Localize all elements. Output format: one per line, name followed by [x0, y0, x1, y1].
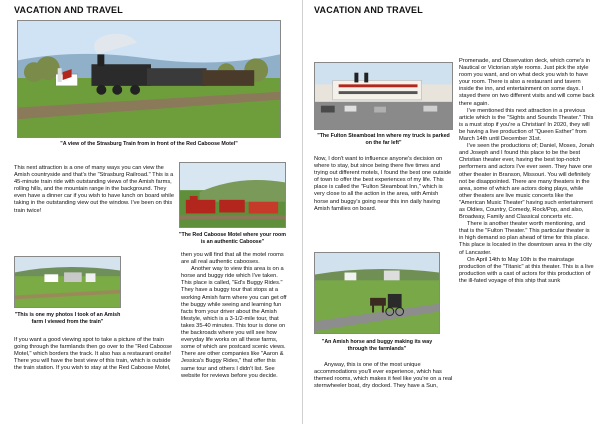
left-col2-text	[181, 252, 289, 380]
photo-amish-horse-buggy	[314, 252, 440, 334]
photo-amish-horse-buggy-caption: "An Amish horse and buggy making its way through the farmlands"	[321, 339, 433, 352]
right-col2-paragraph-5: On April 14th to May 10th is the mainstage production of the "Titanic" at this theater. This is a live production with a cast of actors for this production of the ill-fated voyage of this ship that sunk	[459, 256, 594, 284]
left-col1-paragraph-2: If you want a good viewing spot to take a picture of the train going through the farmlands then go over to the "Red Caboose Motel," which borders the track. It also has a restaurant onsite! There you will have the best view of this train, which is outside the train station. If you wish to stay at the Red Caboose Motel,	[14, 337, 173, 372]
left-col2-paragraph-1: then you will find that all the motel rooms are all real authentic cabooses.	[181, 252, 284, 266]
photo-red-caboose-motel-caption: "The Red Caboose Motel where your room is an authentic Caboose"	[179, 232, 286, 245]
right-col2-paragraph-1: Promenade, and Observation deck, which come's in Nautical or Victorian style rooms. Just pick the style room you want, and on what deck you wish to have your room. There is also a restaurant and tavern inside the inn, and entertainment on some days. I stayed there on two different visits and will come back there again.	[459, 58, 595, 107]
left-col1-paragraph-1: This next attraction is a one of many ways you can view the Amish countryside and that's the "Strasburg Railroad." This is a 45-minute train ride with outstanding views of the Amish farms, rolling hills, and the mountain range in the background. They even have a dinner car if you wish to have lunch on board while taking in the outstanding view out the window. I've been on this train twice!	[14, 165, 174, 214]
left-col2-paragraph-2: Another way to view this area is on a horse and buggy ride which I've taken. This place is called, "Ed's Buggy Rides." They have a buggy tour that stops at a working Amish farm where you can get off the buggy while seeing and learning fun facts from your driver about the Amish lifestyle, which is a 3-1/2-mile tour, that takes 35-40 minutes. This tour is done on the backroads where you will see how everyday life works on all these farms, some of which are postcard scenic views. There are other companies like "Aaron & Jessica's Buggy Rides," that offer this same tour and others I didn't list. See website for reviews before you decide.	[181, 266, 287, 379]
photo-red-caboose-motel	[179, 162, 286, 228]
photo-amish-farm	[14, 256, 121, 308]
left-page-header: VACATION AND TRAVEL	[14, 5, 123, 15]
right-page-header: VACATION AND TRAVEL	[314, 5, 423, 15]
photo-fulton-steamboat-inn-caption: "The Fulton Steamboat Inn where my truck is parked on the far left"	[317, 133, 450, 146]
photo-strasburg-train	[17, 20, 281, 138]
right-col2-text	[459, 58, 595, 285]
right-col2-paragraph-4: There is another theater worth mentioning, and that is the "Fulton Theater." This particular theater is in high demand so plan ahead of time for this place. This place is located in the downtown area in the city of Lancaster.	[459, 221, 592, 256]
right-col2-paragraph-3: I've seen the productions of; Daniel, Moses, Jonah and Joseph and I found this place to be the best Christian theater ever, having the best top-notch performers and actors I've ever seen. They have one other theater in Branson, Missouri. You will definitely not be disappointed. There are many theaters in the area, some of which are actors doing plays, while other theaters are live music concerts like the "American Music Theater" having such entertainment as Oldies, Country, Comedy, Rock/Pop, and also, Broadway, Family and Classical concerts etc.	[459, 143, 595, 221]
page-divider	[302, 0, 303, 424]
right-col2-paragraph-2: I've mentioned this next attraction in a previous article which is the "Sights and Sounds Theater." This is a must stop if you're a Christian! In 2020, they will be having a live production of "Queen Esther" from March 14th until December 31st.	[459, 107, 594, 143]
photo-strasburg-train-caption: "A view of the Strasburg Train from in front of the Red Caboose Motel"	[60, 141, 238, 147]
right-col1-paragraph-2: Anyway, this is one of the most unique accommodations you'll ever experience, which has themed rooms, which makes it feel like you're on a real sternwheeler boat, dry docked. They have a Sun,	[314, 362, 453, 390]
right-col1-paragraph-1: Now, I don't want to influence anyone's decision on where to stay, but since being there five times and trying out different motels, I found the best one outside of town to offer the best experiences of my life. This place is called the "Fulton Steamboat Inn," which is very close to all the action in the area, with Amish horse and buggy's going near this inn daily having Amish families on board.	[314, 156, 452, 212]
photo-amish-farm-caption: "This is one my photos I took of an Amish farm I viewed from the train"	[14, 312, 121, 325]
photo-fulton-steamboat-inn	[314, 62, 453, 130]
